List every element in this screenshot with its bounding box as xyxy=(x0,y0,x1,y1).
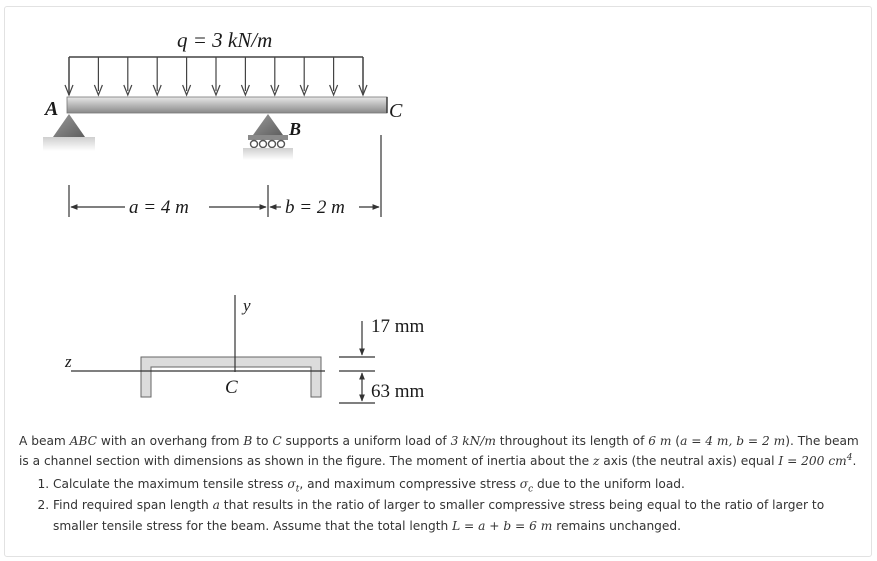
question-1: 1. Calculate the maximum tensile stress $\sigma_t$, and maximum compressive stress $\sigma_c$ due to the uniform load. xyxy=(53,474,859,495)
z-axis-label: z xyxy=(65,352,72,371)
span-b-label: b = 2 m xyxy=(285,197,345,218)
question-list xyxy=(19,474,859,537)
point-c-label: C xyxy=(389,100,403,122)
span-a-label: a = 4 m xyxy=(129,197,189,218)
dim-bottom-label: 63 mm xyxy=(371,381,425,402)
centroid-label: C xyxy=(225,377,238,398)
point-a-label: A xyxy=(45,98,59,120)
problem-intro: A beam ABC with an overhang from B to C supports a uniform load of 3 kN/m throughout its length of 6 m (a = 4 m, b = 2 m). The beam is a channel section with dimensions as shown in the figure. The moment of inertia about the z axis (the neutral axis) equal I = 200 $cm^4$. xyxy=(19,434,859,468)
section-dimensions xyxy=(339,321,375,403)
problem-statement xyxy=(19,431,859,537)
question-2: 2. Find required span length a that results in the ratio of larger to smaller compressive stress being equal to the ratio of larger to smaller tensile stress for the beam. Assume that the total length L = a + b = 6 m remains unchanged. xyxy=(53,495,859,537)
y-axis-label: y xyxy=(243,296,251,315)
point-b-label: B xyxy=(289,119,302,139)
beam-figure xyxy=(19,17,468,415)
load-label: q = 3 kN/m xyxy=(177,28,273,52)
roller-support-b xyxy=(243,114,293,160)
beam xyxy=(67,97,387,113)
dim-top-label: 17 mm xyxy=(371,316,425,337)
beam-diagram xyxy=(19,17,468,415)
load-arrows xyxy=(65,57,367,95)
problem-card xyxy=(4,6,872,557)
